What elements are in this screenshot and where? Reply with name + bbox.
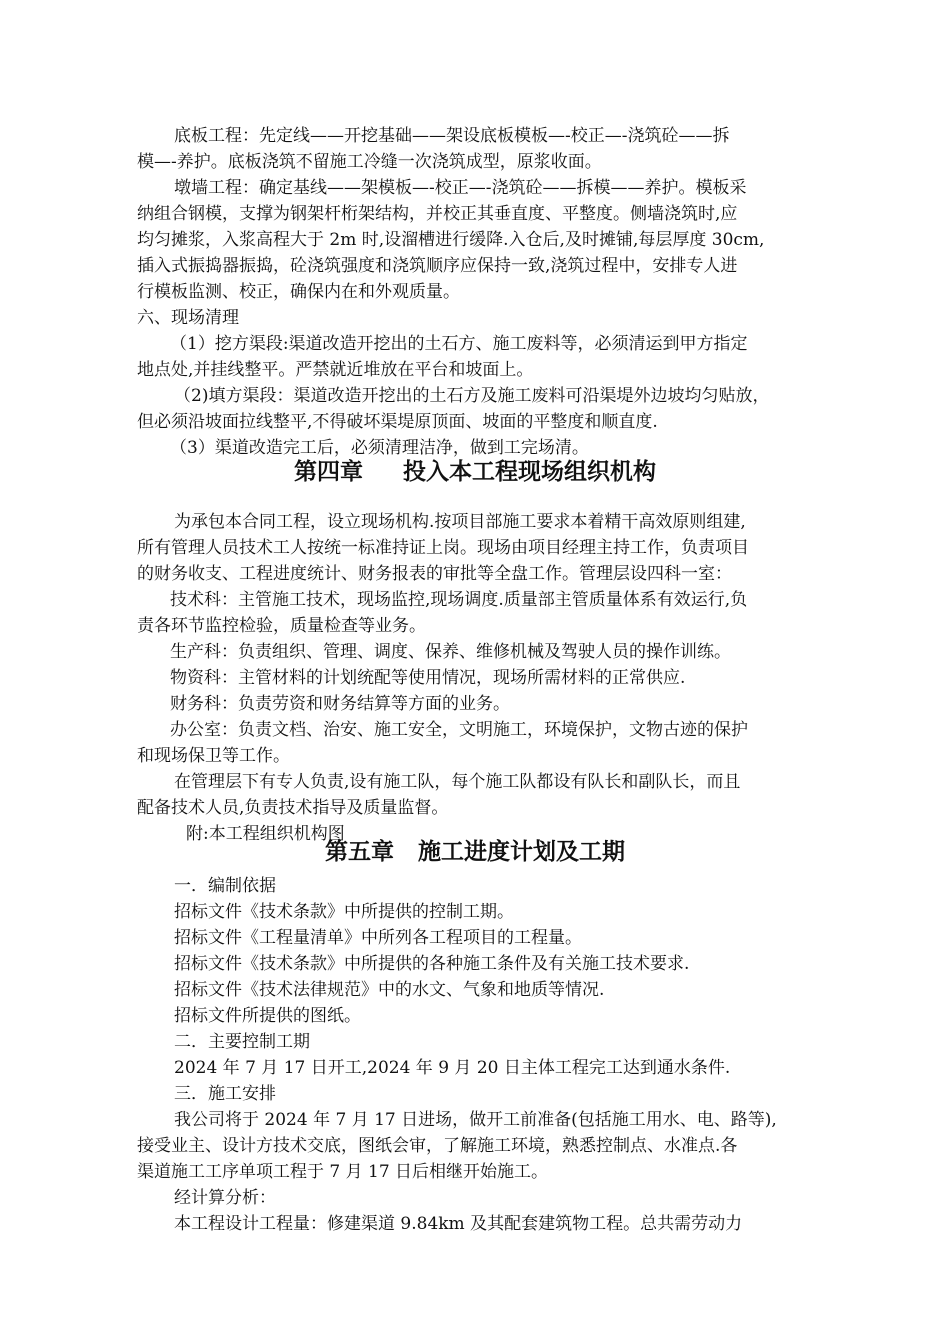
section-heading: 六、现场清理 (137, 308, 239, 328)
paragraph-line: 财务科：负责劳资和财务结算等方面的业务。 (170, 694, 510, 714)
paragraph-line: （1）挖方渠段:渠道改造开挖出的土石方、施工废料等，必须清运到甲方指定 (170, 334, 748, 354)
paragraph-line: 物资科：主管材料的计划统配等使用情况，现场所需材料的正常供应. (170, 668, 686, 688)
paragraph-line: 配备技术人员,负责技术指导及质量监督。 (137, 798, 449, 818)
paragraph-line: 经计算分析： (174, 1188, 276, 1208)
paragraph-line: 底板工程：先定线——开挖基础——架设底板模板—-校正—-浇筑砼——拆 (174, 126, 730, 146)
paragraph-line: 纳组合钢模，支撑为钢架杆桁架结构，并校正其垂直度、平整度。侧墙浇筑时,应 (137, 204, 738, 224)
paragraph-line: 行模板监测、校正，确保内在和外观质量。 (137, 282, 460, 302)
paragraph-line: 本工程设计工程量：修建渠道 9.84km 及其配套建筑物工程。总共需劳动力 (174, 1214, 743, 1234)
paragraph-line: 插入式振捣器振捣，砼浇筑强度和浇筑顺序应保持一致,浇筑过程中，安排专人进 (137, 256, 738, 276)
paragraph-line: 墩墙工程：确定基线——架模板—-校正—-浇筑砼——拆模——养护。模板采 (174, 178, 747, 198)
paragraph-line: 模—-养护。底板浇筑不留施工冷缝一次浇筑成型，原浆收面。 (137, 152, 602, 172)
section-heading: 一．编制依据 (174, 876, 276, 896)
paragraph-line: 2024 年 7 月 17 日开工,2024 年 9 月 20 日主体工程完工达到通水条件. (174, 1058, 731, 1078)
paragraph-line: 招标文件《工程量清单》中所列各工程项目的工程量。 (174, 928, 582, 948)
paragraph-line: 渠道施工工序单项工程于 7 月 17 日后相继开始施工。 (137, 1162, 549, 1182)
paragraph-line: 责各环节监控检验，质量检查等业务。 (137, 616, 426, 636)
section-heading: 二．主要控制工期 (174, 1032, 310, 1052)
paragraph-line: 招标文件《技术条款》中所提供的各种施工条件及有关施工技术要求. (174, 954, 690, 974)
paragraph-line: （3）渠道改造完工后，必须清理洁净，做到工完场清。 (170, 438, 589, 458)
paragraph-line: 招标文件所提供的图纸。 (174, 1006, 361, 1026)
paragraph-line: 招标文件《技术条款》中所提供的控制工期。 (174, 902, 514, 922)
paragraph-line: 招标文件《技术法律规范》中的水文、气象和地质等情况. (174, 980, 605, 1000)
paragraph-line: 办公室：负责文档、治安、施工安全，文明施工，环境保护，文物古迹的保护 (170, 720, 748, 740)
paragraph-line: 和现场保卫等工作。 (137, 746, 290, 766)
chapter-5-title: 第五章 施工进度计划及工期 (324, 839, 626, 865)
paragraph-line: 我公司将于 2024 年 7 月 17 日进场，做开工前准备(包括施工用水、电、路等), (174, 1110, 777, 1130)
paragraph-line: 附:本工程组织机构图 (186, 824, 345, 844)
paragraph-line: 为承包本合同工程，设立现场机构.按项目部施工要求本着精干高效原则组建, (174, 512, 746, 532)
paragraph-line: 地点处,并挂线整平。严禁就近堆放在平台和坡面上。 (137, 360, 534, 380)
section-heading: 三．施工安排 (174, 1084, 276, 1104)
paragraph-line: 技术科：主管施工技术，现场监控,现场调度.质量部主管质量体系有效运行,负 (170, 590, 748, 610)
paragraph-line: 生产科：负责组织、管理、调度、保养、维修机械及驾驶人员的操作训练。 (170, 642, 731, 662)
paragraph-line: （2)填方渠段：渠道改造开挖出的土石方及施工废料可沿渠堤外边坡均匀贴放， (174, 386, 770, 406)
paragraph-line: 在管理层下有专人负责,设有施工队，每个施工队都设有队长和副队长，而且 (174, 772, 741, 792)
paragraph-line: 均匀摊浆，入浆高程大于 2m 时,设溜槽进行缓降.入仓后,及时摊铺,每层厚度 30cm, (137, 230, 765, 250)
chapter-4-title: 第四章 投入本工程现场组织机构 (293, 459, 657, 485)
paragraph-line: 的财务收支、工程进度统计、财务报表的审批等全盘工作。管理层设四科一室： (137, 564, 732, 584)
paragraph-line: 但必须沿坡面拉线整平,不得破坏渠堤原顶面、坡面的平整度和顺直度. (137, 412, 658, 432)
paragraph-line: 接受业主、设计方技术交底，图纸会审，了解施工环境，熟悉控制点、水准点.各 (137, 1136, 738, 1156)
paragraph-line: 所有管理人员技术工人按统一标准持证上岗。现场由项目经理主持工作，负责项目 (137, 538, 749, 558)
